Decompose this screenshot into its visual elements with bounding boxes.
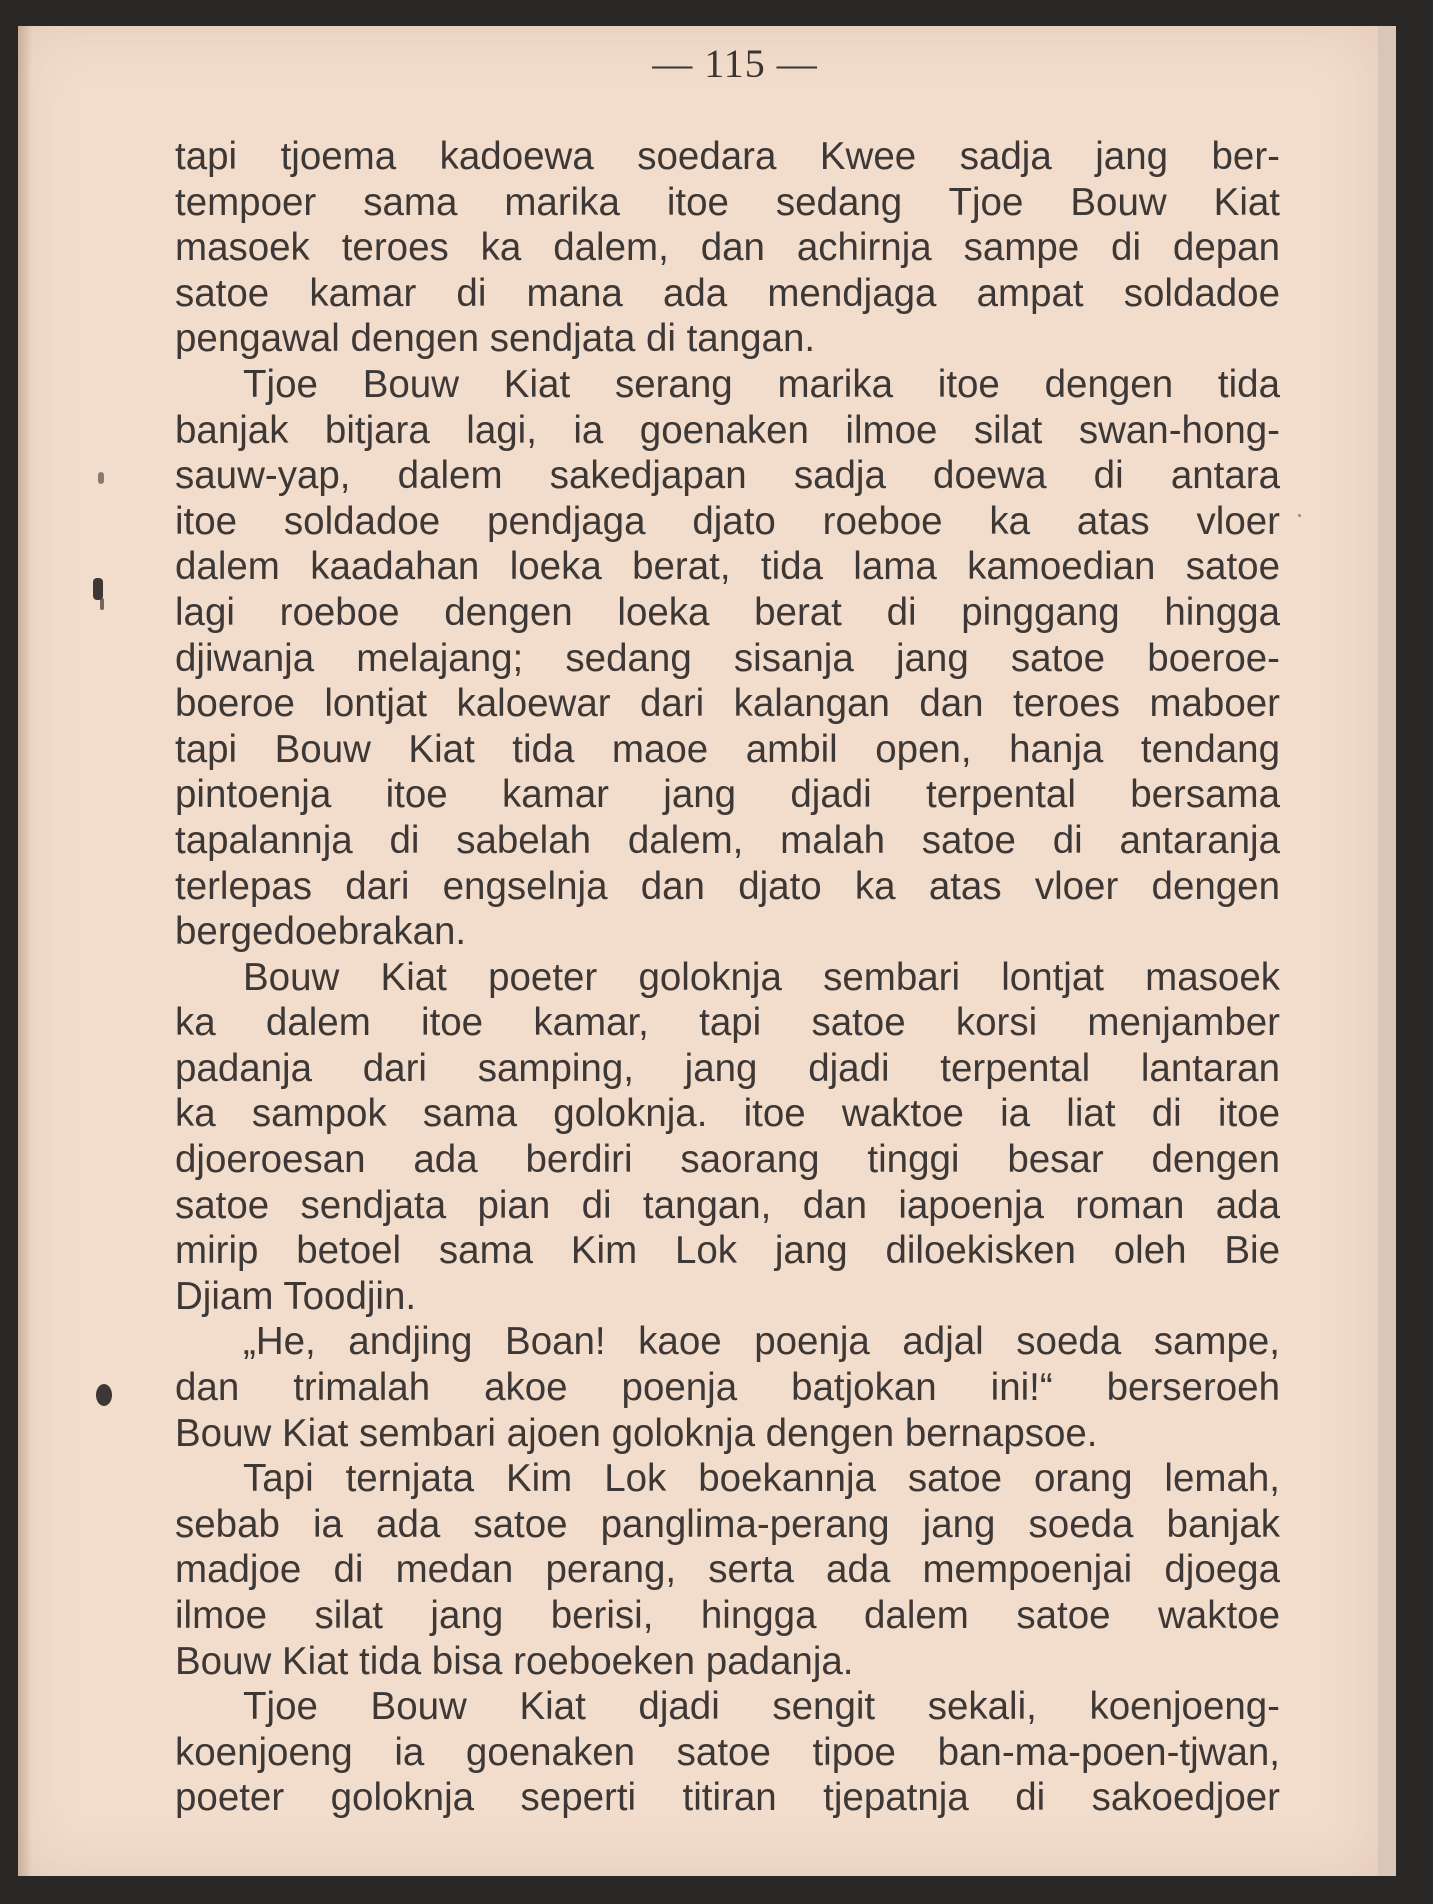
text-line: ka sampok sama goloknja. itoe waktoe ia liat di itoe bbox=[175, 1092, 1280, 1136]
text-line: koenjoeng ia goenaken satoe tipoe ban-ma-poen-tjwan, bbox=[175, 1730, 1280, 1774]
text-line: boeroe lontjat kaloewar dari kalangan dan teroes maboer bbox=[175, 682, 1280, 726]
text-line: satoe kamar di mana ada mendjaga ampat soldadoe bbox=[175, 271, 1280, 315]
text-line: djiwanja melajang; sedang sisanja jang satoe boeroe- bbox=[175, 636, 1280, 680]
margin-speck bbox=[100, 598, 104, 610]
text-line: tempoer sama marika itoe sedang Tjoe Bouw Kiat bbox=[175, 180, 1280, 224]
text-line: masoek teroes ka dalem, dan achirnja sampe di depan bbox=[175, 226, 1280, 270]
text-line: djoeroesan ada berdiri saorang tinggi besar dengen bbox=[175, 1138, 1280, 1182]
text-line: Djiam Toodjin. bbox=[175, 1274, 417, 1318]
margin-speck bbox=[98, 472, 104, 484]
text-line: tapi Bouw Kiat tida maoe ambil open, hanja tendang bbox=[175, 727, 1280, 771]
margin-speck bbox=[93, 578, 103, 600]
margin-speck bbox=[1298, 514, 1301, 517]
body-text bbox=[175, 134, 1280, 1821]
text-line: terlepas dari engselnja dan djato ka atas vloer dengen bbox=[175, 864, 1280, 908]
text-line: satoe sendjata pian di tangan, dan iapoenja roman ada bbox=[175, 1183, 1280, 1227]
text-line: Tjoe Bouw Kiat serang marika itoe dengen tida bbox=[243, 362, 1280, 406]
text-line: Tjoe Bouw Kiat djadi sengit sekali, koenjoeng- bbox=[243, 1685, 1280, 1729]
text-line: poeter goloknja seperti titiran tjepatnja di sakoedjoer bbox=[175, 1776, 1280, 1820]
text-line: Bouw Kiat tida bisa roeboeken padanja. bbox=[175, 1639, 854, 1683]
text-line: dan trimalah akoe poenja batjokan ini!“ berseroeh bbox=[175, 1366, 1280, 1410]
text-line: sebab ia ada satoe panglima-perang jang soeda banjak bbox=[175, 1502, 1280, 1546]
text-line: dalem kaadahan loeka berat, tida lama kamoedian satoe bbox=[175, 545, 1280, 589]
page-edge bbox=[1378, 26, 1396, 1876]
text-line: tapalannja di sabelah dalem, malah satoe di antaranja bbox=[175, 818, 1280, 862]
text-line: lagi roeboe dengen loeka berat di pinggang hingga bbox=[175, 590, 1280, 634]
text-line: Bouw Kiat sembari ajoen goloknja dengen bernapsoe. bbox=[175, 1411, 1098, 1455]
text-line: banjak bitjara lagi, ia goenaken ilmoe silat swan-hong- bbox=[175, 408, 1280, 452]
text-line: itoe soldadoe pendjaga djato roeboe ka atas vloer bbox=[175, 499, 1280, 543]
text-line: ka dalem itoe kamar, tapi satoe korsi menjamber bbox=[175, 1001, 1280, 1045]
text-line: pengawal dengen sendjata di tangan. bbox=[175, 317, 816, 361]
text-line: ilmoe silat jang berisi, hingga dalem satoe waktoe bbox=[175, 1594, 1280, 1637]
text-line: „He, andjing Boan! kaoe poenja adjal soeda sampe, bbox=[243, 1320, 1280, 1364]
text-line: sauw-yap, dalem sakedjapan sadja doewa di antara bbox=[175, 454, 1280, 498]
text-line: padanja dari samping, jang djadi terpental lantaran bbox=[175, 1046, 1280, 1090]
page-number: — 115 — bbox=[652, 41, 818, 86]
text-line: tapi tjoema kadoewa soedara Kwee sadja jang ber- bbox=[175, 135, 1280, 178]
text-line: madjoe di medan perang, serta ada mempoenjai djoega bbox=[175, 1548, 1280, 1592]
margin-speck bbox=[96, 1384, 112, 1406]
text-line: Bouw Kiat poeter goloknja sembari lontjat masoek bbox=[243, 955, 1280, 999]
text-line: Tapi ternjata Kim Lok boekannja satoe orang lemah, bbox=[243, 1457, 1280, 1501]
text-line: pintoenja itoe kamar jang djadi terpental bersama bbox=[175, 773, 1280, 817]
text-line: bergedoebrakan. bbox=[175, 910, 467, 954]
text-line: mirip betoel sama Kim Lok jang diloekisken oleh Bie bbox=[175, 1229, 1280, 1273]
